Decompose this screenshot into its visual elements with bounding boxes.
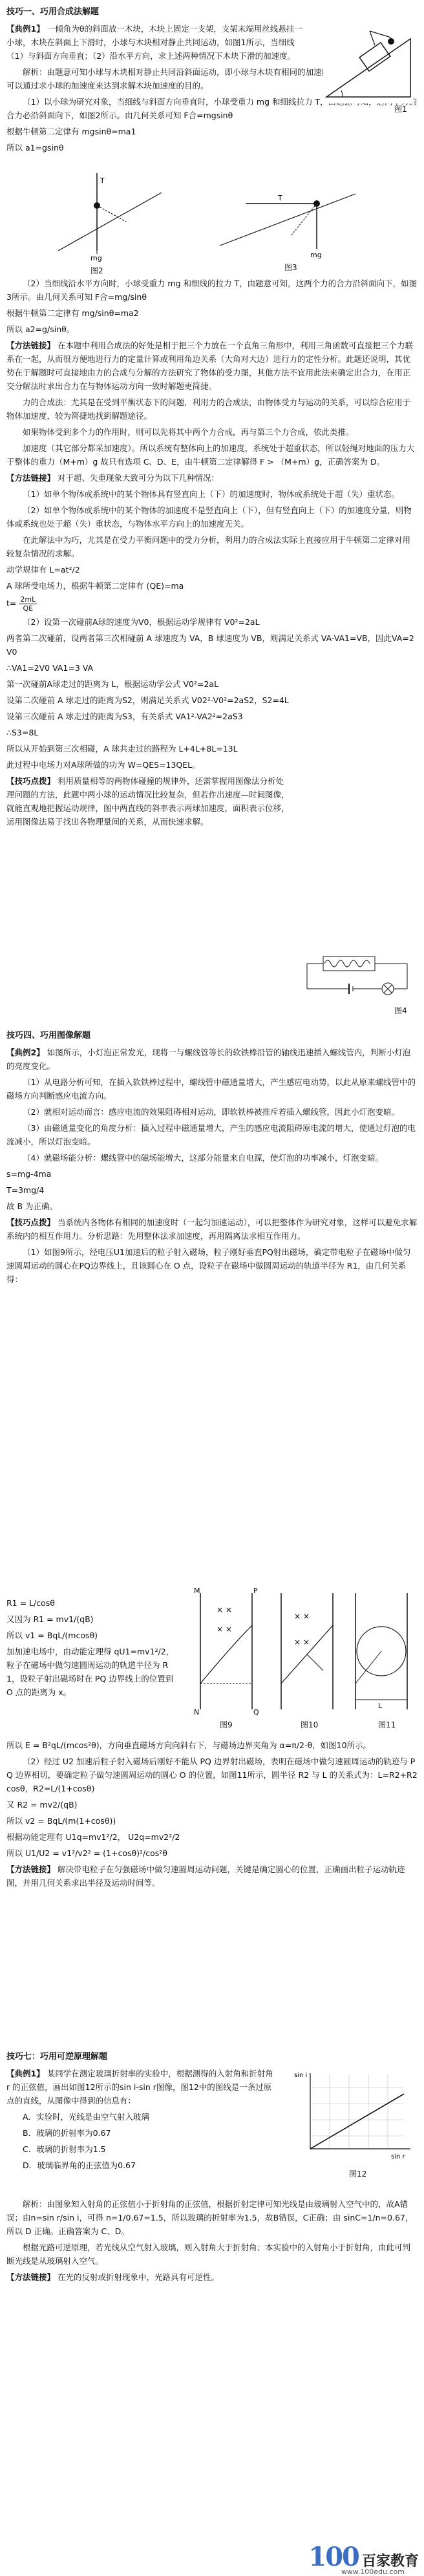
solution-step: 设第二次碰前 A 球走过的距离为S2，则满足关系式 V02²-V0²=2aS2，S2=4L xyxy=(6,695,289,705)
svg-text:T: T xyxy=(100,176,105,185)
equation-line: s=mg-4ma xyxy=(6,1169,52,1179)
figure-caption: 图10 xyxy=(301,1720,319,1729)
solution-step: （1）以小球为研究对象，当细线与斜面方向垂直时，小球受重力 mg 和细线拉力 T，由题意可知，这两个力的合力必沿斜面向下，如图2所示。由几何关系可知 F合=mgsinθ xyxy=(6,97,418,120)
tip-paragraph xyxy=(6,1216,418,1243)
example-tag: 【典例1】 xyxy=(6,24,45,34)
method-text: 对于超、失重现象大致可分为以下几种情况： xyxy=(58,473,220,483)
section-graph xyxy=(6,1028,418,1289)
svg-text:Q: Q xyxy=(253,1708,259,1716)
svg-text:× ×: × × xyxy=(217,1605,232,1614)
solution-step: （4）就磁场能分析：螺线管中的磁场能增大，这部分能量来自电源，使灯泡的功率减小，灯泡变暗。 xyxy=(23,1153,383,1163)
figure-1 xyxy=(323,26,414,103)
solution-step: 所以 E = B²qL/(mcos²θ)，方向垂直磁场方向向斜右下，与磁场边界夹角为 α=π/2-θ，如图10所示。 xyxy=(6,1740,372,1750)
section-title: 技巧七：巧用可逆原理解题 xyxy=(6,2052,108,2062)
equation-line: R1 = L/cosθ xyxy=(6,1598,55,1608)
svg-text:× ×: × × xyxy=(294,1638,310,1647)
method-paragraph xyxy=(6,339,418,393)
equation-line: T=3mg/4 xyxy=(6,1185,45,1195)
figure-3 xyxy=(213,174,362,259)
method-item: （1）如单个物体或系统中的某个物体具有竖直向上（下）的加速度时，物体或系统处于超（失）重状态。 xyxy=(23,489,399,499)
equation-line: 动学规律有 L=at²/2 xyxy=(6,565,80,575)
example-text: 某同学在测定玻璃折射率的实验中，根据测得的入射角和折射角 r 的正弦值，画出如图12所示的sin i-sin r图像，图12中的图线是一条过原点的直线，从图像中得到的信息有： xyxy=(6,2069,273,2106)
example-paragraph xyxy=(6,22,310,63)
solution-paragraph: 解析：由图象知入射角的正弦值小于折射角的正弦值，根据折射定律可知光线是由玻璃射入空气中的，故A错误；由n=sin r/sin i，可得 n=1/0.67=1.5，所以玻璃的折射率为1.5，故B错误，C正确；由 sinC=1/n=0.67，所以 D 正确。正确答案为 C、D。 xyxy=(6,2199,414,2236)
figure-4 xyxy=(304,950,414,1002)
svg-text:N: N xyxy=(194,1708,200,1716)
figure-caption: 图12 xyxy=(349,2170,367,2179)
solution-step: 所以 a1=gsinθ xyxy=(6,143,64,153)
equation-fraction: $\frac{2mL}{QE}$ xyxy=(20,595,36,613)
method-tag: 【方法链接】 xyxy=(6,1864,56,1874)
svg-text:× ×: × × xyxy=(294,1612,310,1621)
method-text: 如果物体受到多个力的作用时，则可以先将其中两个力合成，再与第三个力合成，依此类推。 xyxy=(23,427,354,437)
solution-step: （2）设第一次碰前A球的速度为V0，根据运动学规律有 V0²=2aL xyxy=(23,617,260,627)
tip-text: 利用质量相等的两物体碰撞的规律外，还需掌握用图像法分析处理问题的方法，此题中两小球的运动情况比较复杂，但若作出速度—时间图像，就能直观地把握运动规律，图中两直线的斜率表示两球加速度，面积表示位移，运用图像法易于找出各物理量间的关系，从而快速求解。 xyxy=(6,776,290,827)
svg-text:T: T xyxy=(278,194,282,202)
equation-line: 所以 v2 = BqL/(m(1+cosθ)) xyxy=(6,1816,116,1826)
method-text: 在光的反射或折射现象中，光路具有可逆性。 xyxy=(58,2272,220,2282)
svg-text:mg: mg xyxy=(310,251,322,259)
watermark-url: www.100edu.com xyxy=(341,2568,405,2576)
method-item: （2）如单个物体或系统中的某个物体的加速度不是竖直向上（下），但有竖直向上（下）的加速度分量，则物体或系统也处于超（失）重状态，与物体水平方向上的加速度无关。 xyxy=(6,505,412,529)
section-synthesis-cont xyxy=(6,277,418,831)
option-d: D．玻璃临界角的正弦值为0.67 xyxy=(23,2160,136,2170)
svg-text:× ×: × × xyxy=(217,1625,232,1634)
method-paragraph xyxy=(6,1863,418,1890)
solution-step: 设第三次碰前 A 球走过的距离为S3，有关系式 VA1²-VA2²=2aS3 xyxy=(6,712,243,721)
method-paragraph xyxy=(6,2270,418,2284)
solution-step: 根据牛顿第二定律有 mg/sinθ=ma2 xyxy=(6,308,139,318)
solution-step: ∴S3=8L xyxy=(6,728,39,737)
method-tag: 【方法链接】 xyxy=(6,2272,56,2282)
solution-step: （3）由磁通量变化的角度分析：插入过程中磁通量增大，产生的感应电流阻碍原电流的增大，使通过灯泡的电流减小，所以灯泡变暗。 xyxy=(6,1123,416,1146)
figure-2 xyxy=(52,167,168,264)
method-text: 在本题中利用合成法的好处是相于把三个力放在一个直角三角形中，利用三角函数可直接把三个力联系在一起，从而很方便地进行力的定量计算或利用角边关系（大角对大边）进行力的定性分析。此题还说明，其优势在于解题时可直接地由力的合成与分解的方法研究了物体的受力图，其他方法不宜用此法来确定出合力，在用正交分解法时求出合力在与物体运动方向一致时解题更简捷。 xyxy=(6,341,414,391)
equation-line: 故 B 为正确。 xyxy=(6,1201,58,1211)
section-reversibility-cont xyxy=(6,2197,418,2286)
solution-paragraph: 根据光路可逆原理，若光线从空气射入玻璃，则入射角大于折射角；本实验中的入射角小于折射角，由此可判断光线是从玻璃射入空气。 xyxy=(6,2243,411,2266)
solution-paragraph: 解析：由题意可知小球与木块相对静止共同沿斜面运动，即小球与木块有相同的加速度。方向必沿斜面方向。可以通过求小球的加速度来达到求解木块加速度的目的。 xyxy=(6,67,411,90)
solution-step: （2）当细线沿水平方向时，小球受重力 mg 和细线的拉力 T，由题意可知，这两个力的合力沿斜面向下，如图3所示。由几何关系可知 F合=mg/sinθ xyxy=(6,279,418,302)
svg-text:M: M xyxy=(194,1587,200,1595)
tip-tag: 【技巧点拨】 xyxy=(6,776,56,786)
equation-line xyxy=(6,595,418,613)
solution-step: 所以 a2=g/sinθ。 xyxy=(6,324,75,334)
figure-caption: 图4 xyxy=(394,1006,407,1015)
method-tag: 【方法链接】 xyxy=(6,341,56,350)
figure-caption: 图3 xyxy=(284,263,297,272)
svg-text:mg: mg xyxy=(90,254,102,262)
method-paragraph xyxy=(6,471,418,485)
method-item: 在此解法中为巧，尤其是在受力平衡问题中的受力分析，利用力的合成法实际上直接应用于牛顿第二定律对用较复杂情况的求解。 xyxy=(6,535,411,558)
example-text: 一倾角为θ的斜面放一木块，木块上固定一支架，支架末端用丝线悬挂一小球，木块在斜面上下滑时，小球与木块相对静止共同运动，如图1所示，当细线（1）与斜面方向垂直；（2）沿水平方向，求上述两种情况下木块下滑的加速度。 xyxy=(6,24,302,61)
example-paragraph xyxy=(6,2067,278,2107)
option-b: B．玻璃的折射率为0.67 xyxy=(23,2128,111,2138)
figure-caption: 图11 xyxy=(378,1720,396,1729)
option-a: A．实验时，光线是由空气射入玻璃 xyxy=(23,2112,150,2122)
equation-line: 又因为 R1 = mv1/(qB) xyxy=(6,1614,94,1624)
solution-step: ∴VA1=2V0 VA1=3 VA xyxy=(6,663,94,673)
section-reversibility xyxy=(6,2049,278,2175)
method-text: 加速度（其它部分都采加速度）。所以系统有整体向上的加速度，系统处于超重状态，所以轻绳对地面的压力大于整体的重力（M+m）g 故只有选项 C、D、E，由牛顿第二定律解得 F > （M+m）g，正确答案为 D。 xyxy=(6,443,415,467)
solution-step: 所以从开始到第三次相碰，A 球共走过的路程为 L+4L+8L=13L xyxy=(6,744,238,754)
equation-line: 又 R2 = mv2/(qB) xyxy=(6,1800,78,1810)
figure-12 xyxy=(294,2068,414,2165)
figure-caption: 图2 xyxy=(90,266,103,275)
solution-step: 加加速电场中，由动能定理得 qU1=mv1²/2，粒子在磁场中做匀速圆周运动的轨道半径为 R1，设粒子射出磁场时在 PQ 边界线上的位置到 O 点的距离为 x。 xyxy=(6,1647,175,1697)
tip-text: 当系统内各物体有相同的加速度时（一起匀加速运动），可以把整体作为研究对象，这样可以避免求解系统内的相互作用力。分析思路：先用整体法求加速度，再用隔离法求相互作用力。 xyxy=(6,1218,418,1241)
solution-step: （1）如图9所示，经电压U1加速后的粒子射入磁场，粒子刚好垂直PQ射出磁场，确定带电粒子在磁场中做匀速圆周运动的圆心在PQ边界线上，且该圆心在 O 点，设粒子在磁场中做圆周运动的轨道半径为 R1，由几何关系得： xyxy=(6,1247,411,1284)
solution-step: （2）经过 U2 加速后粒子射入磁场后刚好不能从 PQ 边界射出磁场，表明在磁场中做匀速圆周运动的轨迹与 PQ 边界相切，要确定粒子做匀速圆周运动的圆心 O 的位置，如图11所示，圆半径 R2 与 L 的关系式为：L=R2+R2cosθ，R2=L/(1+cosθ) xyxy=(6,1757,418,1793)
solution-step: 第一次碰前A球走过的距离为 L，根据运动学公式 V0²=2aL xyxy=(6,679,219,689)
figure-10 xyxy=(271,1587,343,1716)
svg-text:P: P xyxy=(253,1587,258,1595)
example-paragraph xyxy=(6,1046,418,1073)
method-text: 解决带电粒子在匀强磁场中做匀速圆周运动问题，关键是确定圆心的位置，正确画出粒子运动轨迹图，并用几何关系求出半径及运动时间等。 xyxy=(6,1864,405,1888)
solution-step: 此过程中电场力对A球所做的功为 W=QES=13QEL。 xyxy=(6,760,200,770)
option-c: C．玻璃的折射率为1.5 xyxy=(23,2144,106,2154)
solution-step: （1）从电路分析可知，在插入软铁棒过程中，螺线管中磁通量增大，产生感应电动势，以此从原来螺线管中的磁场方向判断感应电流方向。 xyxy=(6,1077,416,1101)
axis-label-x: sin r xyxy=(391,2153,405,2160)
equation-lhs: t= xyxy=(6,598,17,608)
section-title: 技巧一、巧用合成法解题 xyxy=(6,7,100,17)
section-magnetic xyxy=(6,1596,181,1702)
section-magnetic-cont xyxy=(6,1738,418,1892)
watermark-number: 100 xyxy=(308,2542,359,2572)
method-tag: 【方法链接】 xyxy=(6,473,56,483)
example-tag: 【典例2】 xyxy=(6,1048,45,1057)
axis-label-y: sin i xyxy=(294,2072,308,2079)
tip-tag: 【技巧点拨】 xyxy=(6,1218,56,1227)
solution-step: 根据牛顿第二定律有 mgsinθ=ma1 xyxy=(6,127,136,136)
example-text: 如图所示，小灯泡正常发光，现将一与螺线管等长的软铁棒沿管的轴线迅速插入螺线管内，判断小灯泡的亮度变化。 xyxy=(6,1048,411,1071)
tip-paragraph xyxy=(6,774,291,829)
section-title: 技巧四、巧用图像解题 xyxy=(6,1031,91,1040)
figure-caption: 图9 xyxy=(220,1720,233,1729)
svg-text:L: L xyxy=(378,1702,383,1710)
figure-caption: 图1 xyxy=(394,105,407,114)
figure-9 xyxy=(187,1587,265,1716)
method-text: 力的合成法：尤其是在受到平衡状态下的问题，利用力的合成法，由物体受力与运动的关系，可以综合应用于物体加速度，较为简捷地找到解题途径。 xyxy=(6,397,411,421)
example-tag: 【典例1】 xyxy=(6,2069,45,2078)
solution-step: （2）就相对运动而言：感应电流的效果阻碍相对运动，即软铁棒被推斥着插入螺线管，因此小灯泡变暗。 xyxy=(23,1107,399,1117)
equation-line: 所以 U1/U2 = v1²/v2² = (1+cosθ)²/cos²θ xyxy=(6,1848,167,1858)
watermark-text: 百家教育 xyxy=(361,2553,419,2570)
equation-line: A 球所受电场力，根据牛顿第二定律有 (QE)=ma xyxy=(6,581,184,591)
equation-line: 所以 v1 = BqL/(mcosθ) xyxy=(6,1631,98,1640)
figure-11 xyxy=(349,1587,417,1716)
equation-line: 根据动能定理有 U1q=mv1²/2， U2q=mv2²/2 xyxy=(6,1832,180,1842)
solution-step: 两者第二次碰前，设两者第三次相碰前 A 球速度为 VA，B 球速度为 VB，则满足关系式 VA-VA1=VB，因此VA=2V0 xyxy=(6,633,414,657)
